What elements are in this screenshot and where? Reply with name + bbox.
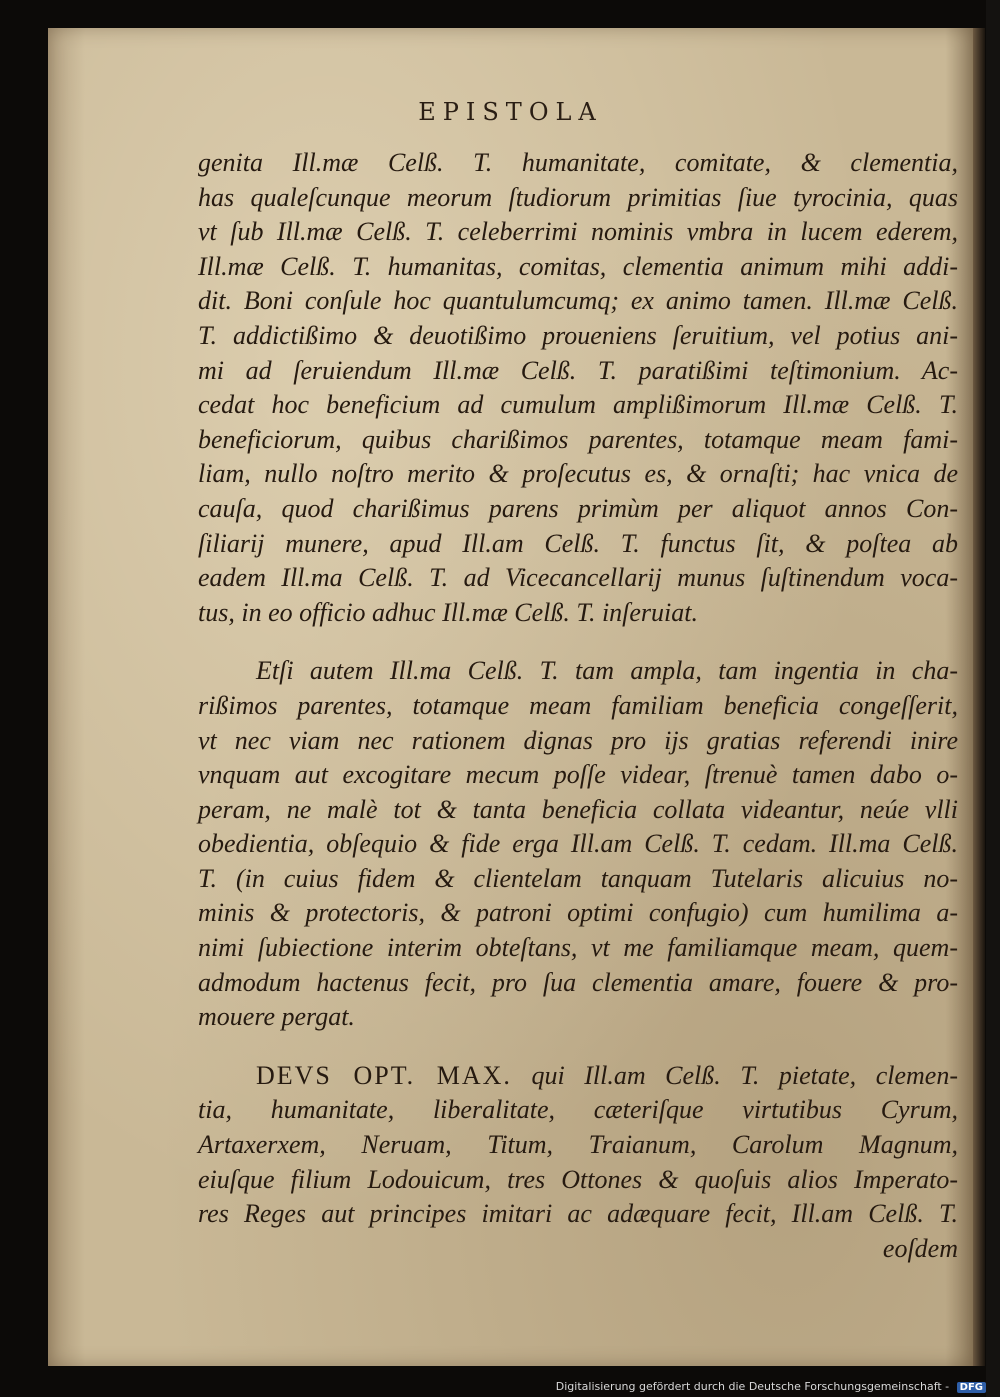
running-head: EPISTOLA	[418, 98, 603, 126]
funding-text: Digitalisierung gefördert durch die Deutsche Forschungsgemeinschaft -	[555, 1380, 950, 1393]
text-line: mi ad ſeruiendum Ill.mæ Celß. T. paratißimi teſtimonium. Ac-	[198, 355, 958, 385]
text-line: Ill.mæ Celß. T. humanitas, comitas, clementia animum mihi addi-	[198, 251, 958, 281]
text-line: Artaxerxem, Neruam, Titum, Traianum, Carolum Magnum,	[198, 1130, 958, 1160]
text-line: Etſi autem Ill.ma Celß. T. tam ampla, tam ingentia in cha-	[256, 656, 958, 686]
catchword: eoſdem	[882, 1233, 958, 1263]
text-line: genita Ill.mæ Celß. T. humanitate, comitate, & clementia,	[198, 148, 958, 177]
text-line: admodum hactenus fecit, pro ſua clementia amare, fouere & pro-	[198, 967, 958, 997]
text-line: nimi ſubiectione interim obteſtans, vt me familiamque meam, quem-	[198, 933, 958, 963]
body-text	[198, 146, 958, 1266]
text-line-rest: qui Ill.am Celß. T. pietate, clemen-	[531, 1060, 958, 1090]
text-line: T. (in cuius fidem & clientelam tanquam Tutelaris alicuius no-	[198, 863, 958, 893]
text-line: res Reges aut principes imitari ac adæquare fecit, Ill.am Celß. T.	[198, 1199, 958, 1229]
text-line: rißimos parentes, totamque meam familiam beneficia congeſſerit,	[198, 690, 958, 720]
text-line: beneficiorum, quibus charißimos parentes, totamque meam fami-	[198, 424, 958, 454]
invocation-lead: DEVS OPT. MAX.	[256, 1060, 512, 1090]
text-line: ſiliarij munere, apud Ill.am Celß. T. functus ſit, & poſtea ab	[198, 528, 958, 558]
text-line: liam, nullo noſtro merito & proſecutus es, & ornaſti; hac vnica de	[198, 459, 958, 489]
text-line: minis & protectoris, & patroni optimi confugio) cum humilima a-	[198, 898, 958, 928]
text-line: mouere pergat.	[198, 1002, 355, 1032]
text-line: vnquam aut excogitare mecum poſſe videar, ſtrenuè tamen dabo o-	[198, 760, 958, 790]
text-line: eadem Ill.ma Celß. T. ad Vicecancellarij munus ſuſtinendum voca-	[198, 563, 958, 593]
paragraph-gap	[198, 630, 958, 654]
text-line: tia, humanitate, liberalitate, cæteriſque virtutibus Cyrum,	[198, 1095, 958, 1125]
text-line: cedat hoc beneficium ad cumulum amplißimorum Ill.mæ Celß. T.	[198, 390, 958, 420]
text-line: eiuſque filium Lodouicum, tres Ottones & quoſuis alios Imperato-	[198, 1164, 958, 1194]
scan-border	[986, 0, 1000, 1397]
text-line: vt ſub Ill.mæ Celß. T. celeberrimi nominis vmbra in lucem ederem,	[198, 217, 958, 247]
text-line: tus, in eo officio adhuc Ill.mæ Celß. T. inſeruiat.	[198, 597, 698, 627]
text-line: obedientia, obſequio & fide erga Ill.am Celß. T. cedam. Ill.ma Celß.	[198, 829, 958, 859]
paragraph-gap	[198, 1035, 958, 1059]
book-page	[48, 28, 973, 1366]
text-line: vt nec viam nec rationem dignas pro ijs gratias referendi inire	[198, 725, 958, 755]
text-line: cauſa, quod charißimus parens primùm per aliquot annos Con-	[198, 493, 958, 523]
text-line: T. addictißimo & deuotißimo proueniens ſeruitium, vel potius ani-	[198, 320, 958, 350]
text-line: dit. Boni conſule hoc quantulumcumq; ex animo tamen. Ill.mæ Celß.	[198, 286, 958, 316]
funding-footer	[556, 1380, 986, 1393]
text-line: peram, ne malè tot & tanta beneficia collata videantur, neúe vlli	[198, 794, 958, 824]
dfg-logo: DFG	[957, 1382, 986, 1393]
page-edge	[973, 28, 985, 1366]
text-line	[198, 1059, 958, 1094]
text-line: has qualeſcunque meorum ſtudiorum primitias ſiue tyrocinia, quas	[198, 182, 958, 212]
